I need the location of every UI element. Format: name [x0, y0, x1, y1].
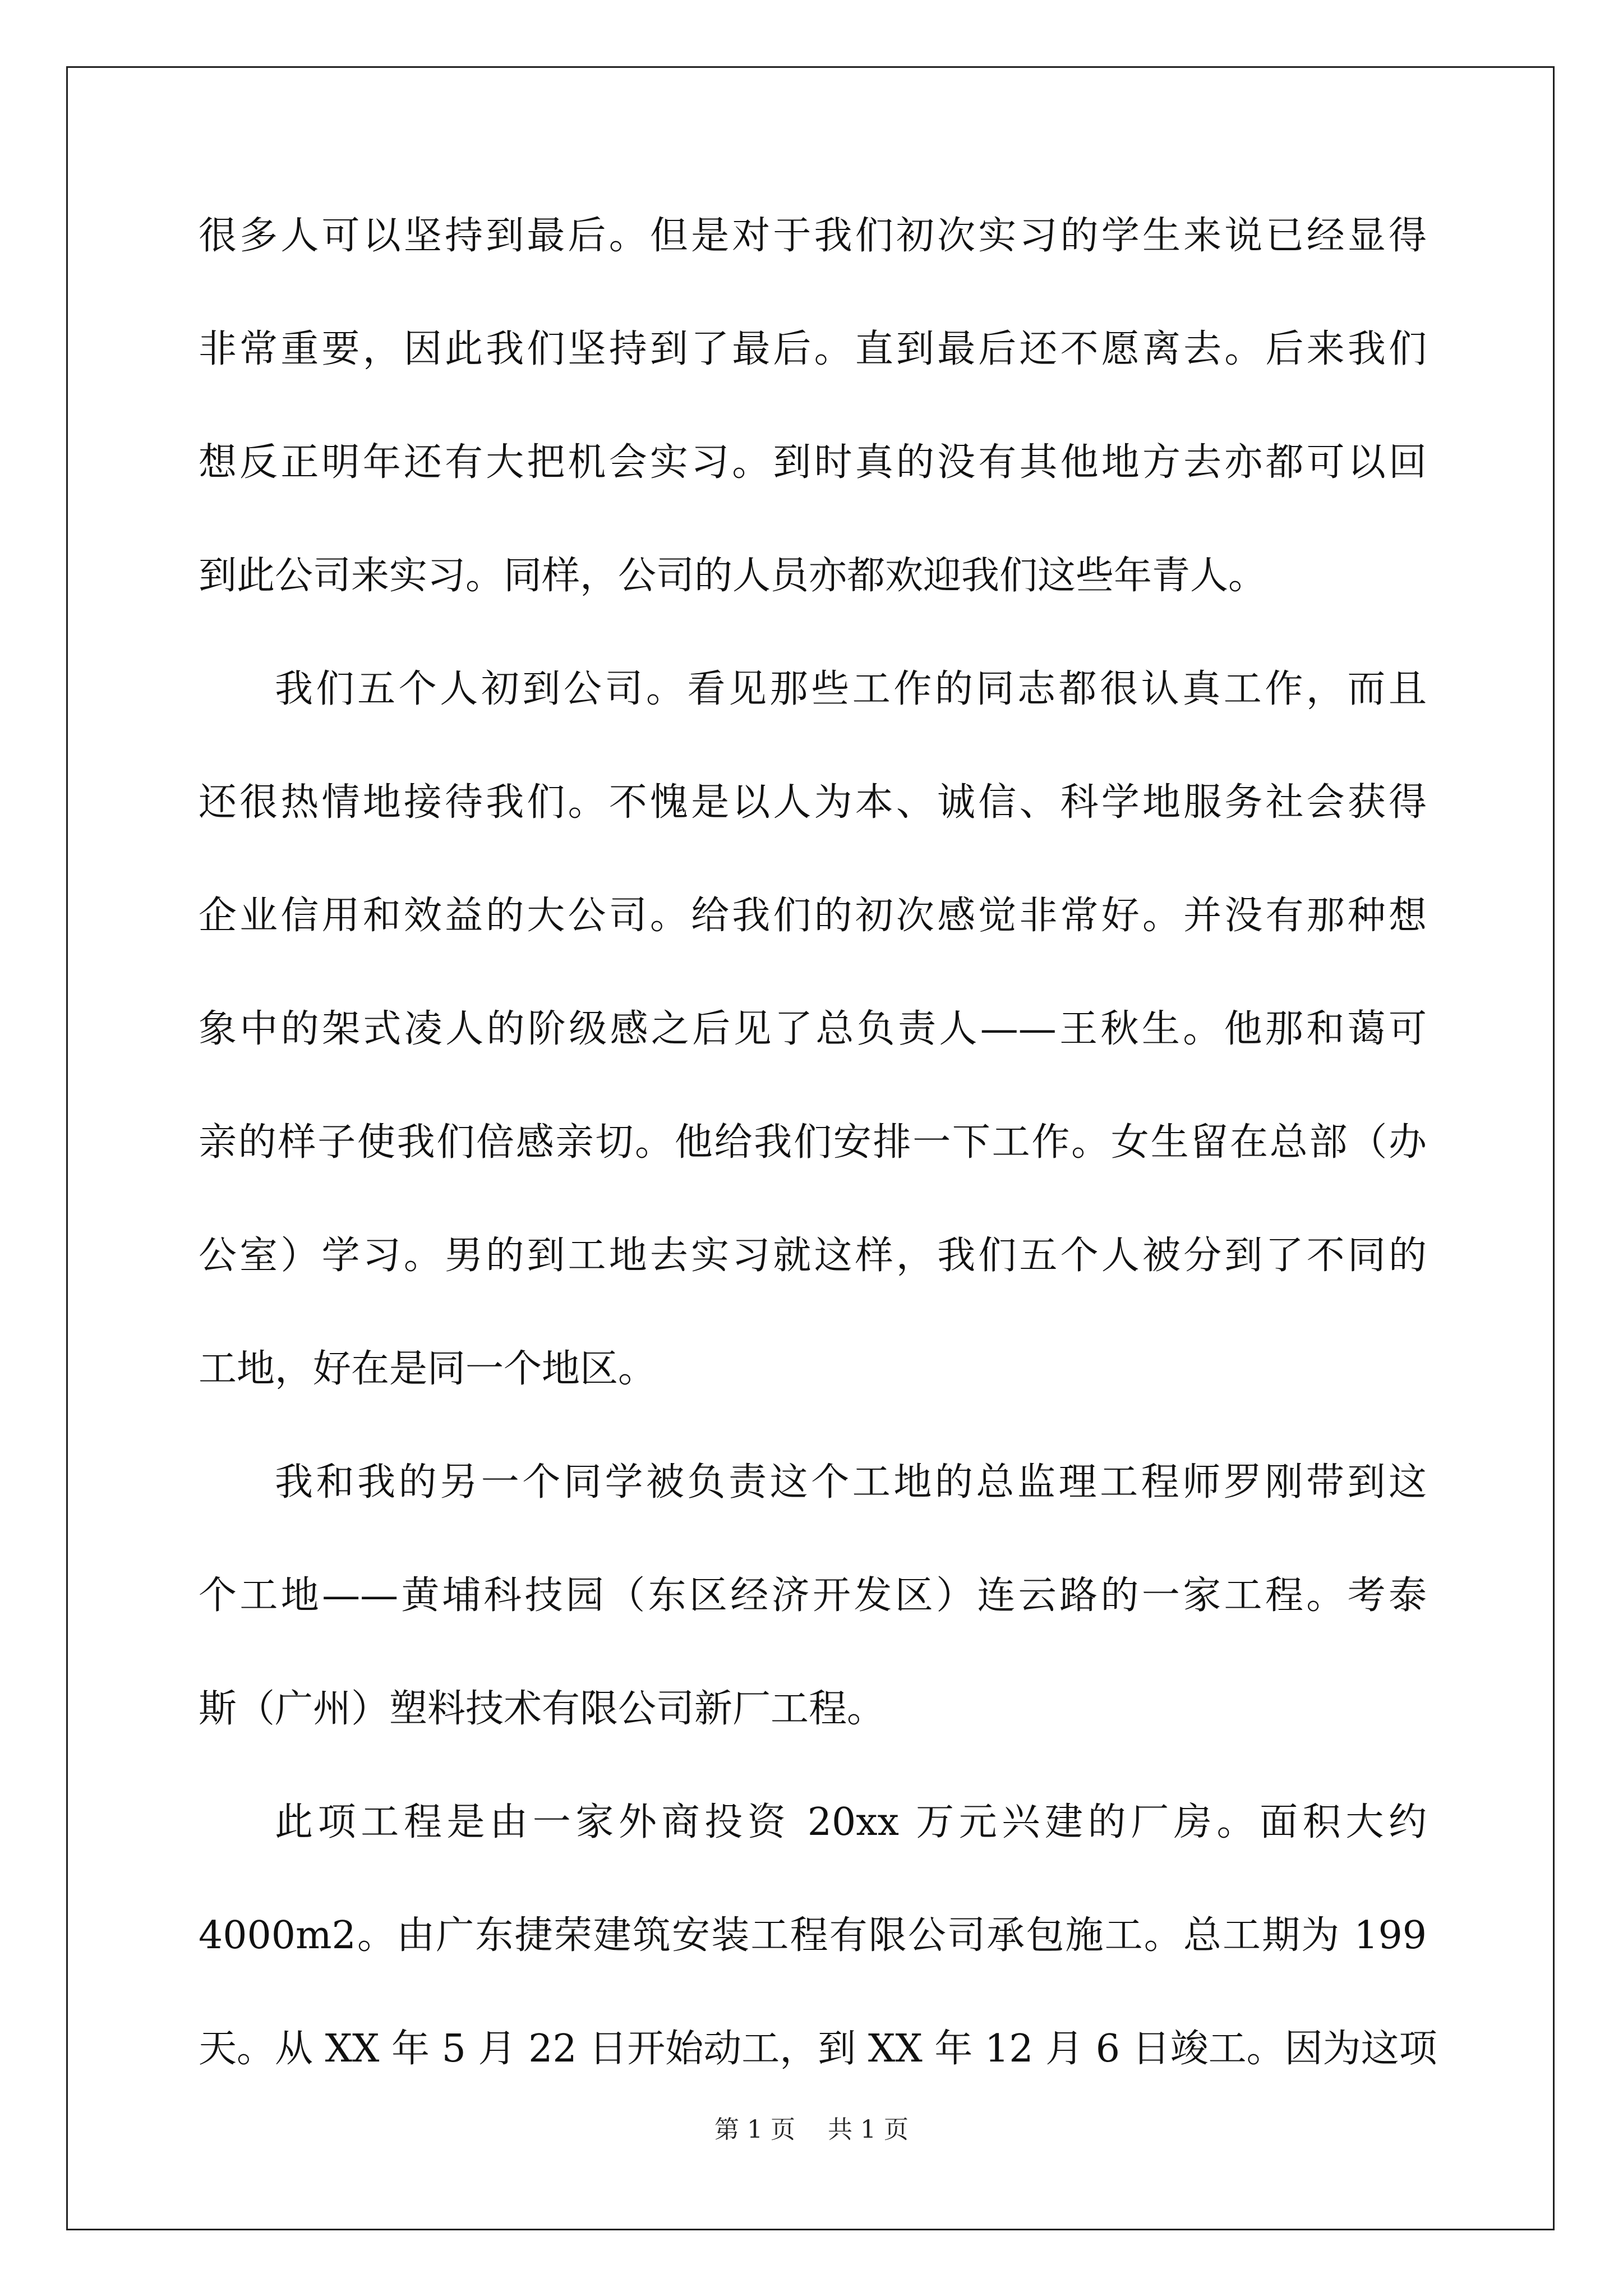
document-body: [199, 213, 1437, 2139]
text-line: 非常重要，因此我们坚持到了最后。直到最后还不愿离去。后来我们: [199, 327, 1427, 371]
page-footer: [0, 2109, 1623, 2145]
page-number: 第 1 页: [714, 2115, 795, 2144]
text-line: 想反正明年还有大把机会实习。到时真的没有其他地方去亦都可以回: [199, 440, 1427, 485]
text-line: 很多人可以坚持到最后。但是对于我们初次实习的学生来说已经显得: [199, 214, 1427, 258]
page-total: 共 1 页: [828, 2115, 909, 2144]
text-line: 亲的样子使我们倍感亲切。他给我们安排一下工作。女生留在总部（办: [199, 1120, 1427, 1165]
text-line: 斯（广州）塑料技术有限公司新厂工程。: [199, 1687, 886, 1731]
text-line: 还很热情地接待我们。不愧是以人为本、诚信、科学地服务社会获得: [199, 780, 1427, 825]
text-line: 天。从 XX 年 5 月 22 日开始动工，到 XX 年 12 月 6 日竣工。因为这项: [199, 2027, 1437, 2071]
text-line: 工地，好在是同一个地区。: [199, 1347, 657, 1391]
text-line: 到此公司来实习。同样，公司的人员亦都欢迎我们这些年青人。: [199, 554, 1267, 598]
paragraph-start-line: 此项工程是由一家外商投资 20xx 万元兴建的厂房。面积大约: [275, 1800, 1427, 1844]
paragraph-start-line: 我和我的另一个同学被负责这个工地的总监理工程师罗刚带到这: [275, 1460, 1427, 1504]
text-line: 企业信用和效益的大公司。给我们的初次感觉非常好。并没有那种想: [199, 894, 1427, 938]
text-line: 公室）学习。男的到工地去实习就这样，我们五个人被分到了不同的: [199, 1234, 1427, 1278]
text-line: 象中的架式凌人的阶级感之后见了总负责人——王秋生。他那和蔼可: [199, 1007, 1427, 1051]
text-line: 4000m2。由广东捷荣建筑安装工程有限公司承包施工。总工期为 199: [199, 1913, 1427, 1958]
paragraph-start-line: 我们五个人初到公司。看见那些工作的同志都很认真工作，而且: [275, 667, 1427, 711]
text-line: 个工地——黄埔科技园（东区经济开发区）连云路的一家工程。考泰: [199, 1573, 1427, 1618]
